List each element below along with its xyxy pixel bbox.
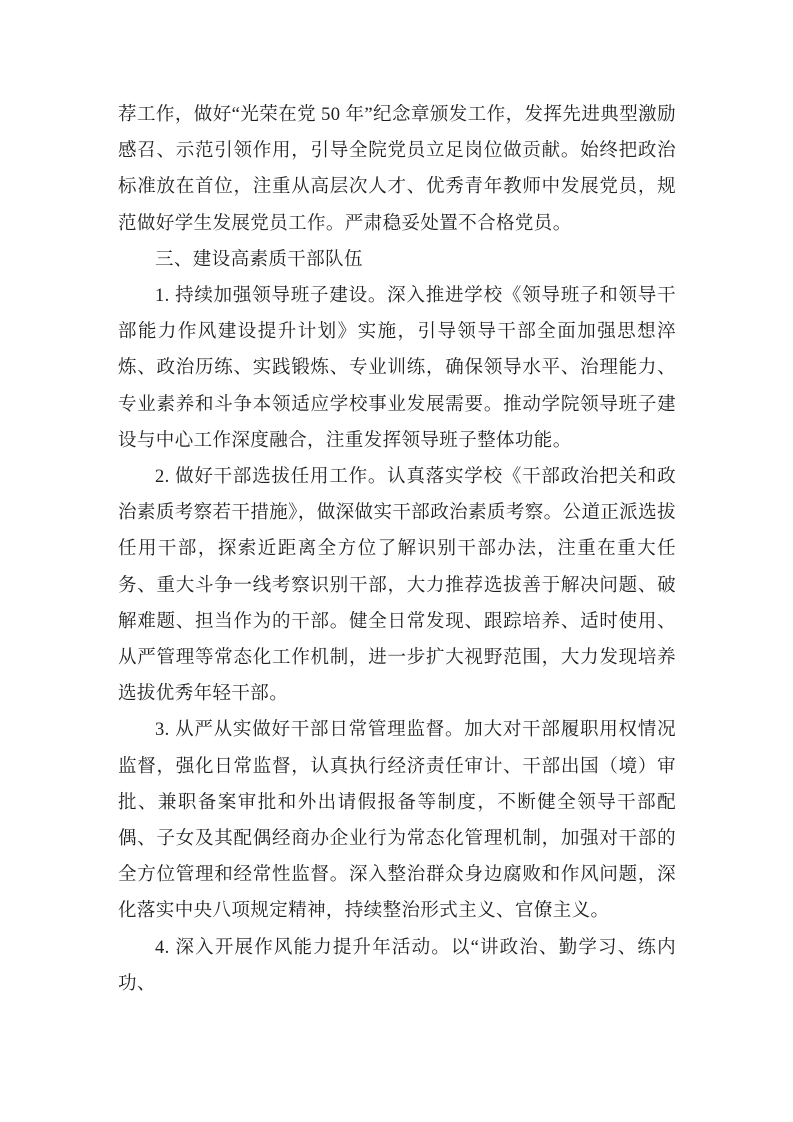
numbered-paragraph-1: 1. 持续加强领导班子建设。深入推进学校《领导班子和领导干部能力作风建设提升计划》实施，引导领导干部全面加强思想淬炼、政治历练、实践锻炼、专业训练，确保领导水平、治理能力、专业素养和斗争本领适应学校事业发展需要。推动学院领导班子建设与中心工作深度融合，注重发挥领导班子整体功能。 <box>118 286 676 451</box>
numbered-paragraph-3: 3. 从严从实做好干部日常管理监督。加大对干部履职用权情况监督，强化日常监督，认真执行经济责任审计、干部出国（境）审批、兼职备案审批和外出请假报备等制度，不断健全领导干部配偶、子女及其配偶经商办企业行为常态化管理机制，加强对干部的全方位管理和经常性监督。深入整治群众身边腐败和作风问题，深化落实中央八项规定精神，持续整治形式主义、官僚主义。 <box>118 720 676 922</box>
document-text-block <box>118 97 676 1002</box>
numbered-paragraph-4: 4. 深入开展作风能力提升年活动。以“讲政治、勤学习、练内功、 <box>118 937 676 994</box>
numbered-paragraph-2: 2. 做好干部选拔任用工作。认真落实学校《干部政治把关和政治素质考察若干措施》，做深做实干部政治素质考察。公道正派选拔任用干部，探索近距离全方位了解识别干部办法，注重在重大任务、重大斗争一线考察识别干部，大力推荐选拔善于解决问题、破解难题、担当作为的干部。健全日常发现、跟踪培养、适时使用、从严管理等常态化工作机制，进一步扩大视野范围，大力发现培养选拔优秀年轻干部。 <box>118 467 676 705</box>
section-heading-cadre-team: 三、建设高素质干部队伍 <box>155 249 363 270</box>
paragraph-continued-from-previous-page: 荐工作，做好“光荣在党 50 年”纪念章颁发工作，发挥先进典型激励感召、示范引领作用，引导全院党员立足岗位做贡献。始终把政治标准放在首位，注重从高层次人才、优秀青年教师中发展党员，规范做好学生发展党员工作。严肃稳妥处置不合格党员。 <box>118 105 676 234</box>
